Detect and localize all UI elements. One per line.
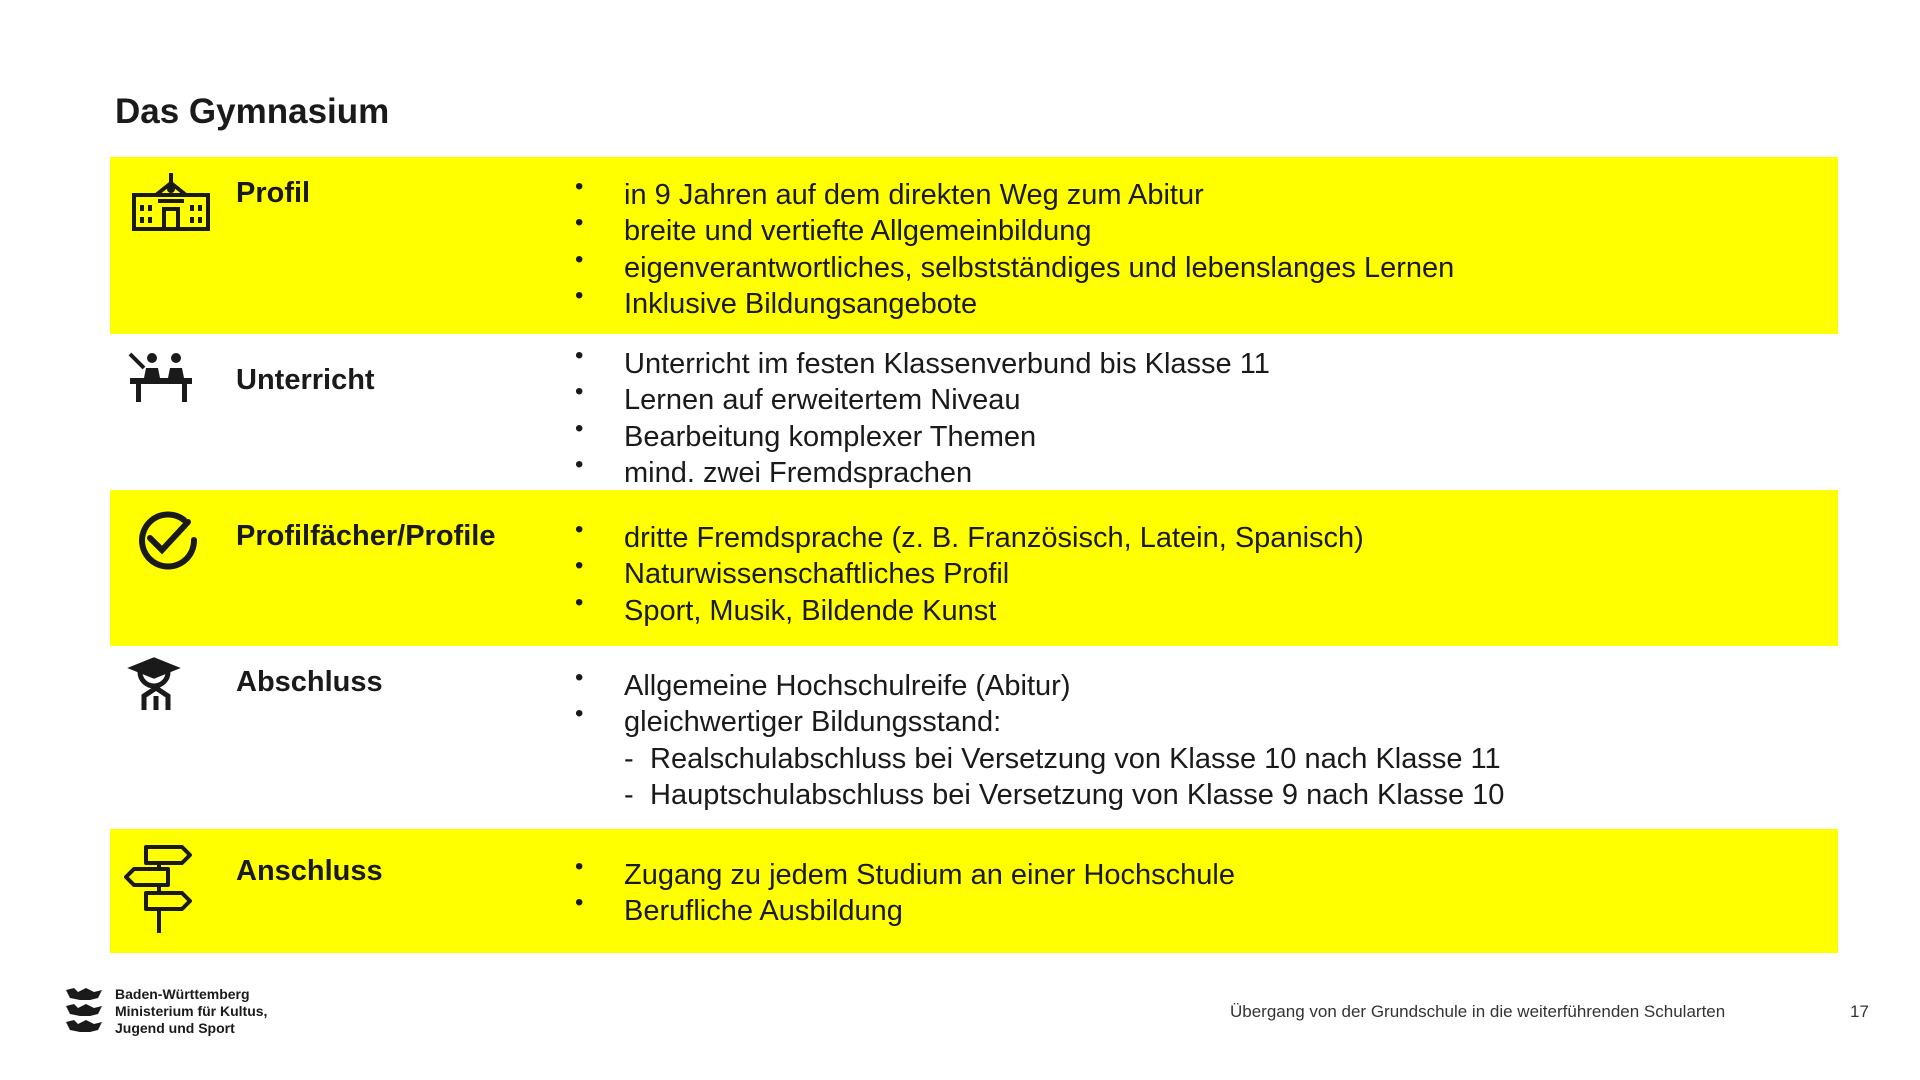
row-profil	[110, 157, 1838, 334]
sub-list-marker: -	[624, 779, 634, 812]
bullet-list-unterricht	[580, 346, 1270, 492]
list-item: • in 9 Jahren auf dem direkten Weg zum Abitur	[580, 177, 1454, 213]
list-item: • Berufliche Ausbildung	[580, 893, 1235, 929]
school-building-icon	[126, 165, 216, 255]
row-abschluss	[110, 646, 1838, 829]
row-profilfaecher	[110, 490, 1838, 646]
signpost-icon	[124, 841, 194, 937]
page-number: 17	[1850, 1002, 1869, 1021]
list-item: • dritte Fremdsprache (z. B. Französisch, Latein, Spanisch)	[580, 520, 1364, 556]
sub-list-text: Realschulabschluss bei Versetzung von Klasse 10 nach Klasse 11	[650, 742, 1501, 775]
ministry-line: Ministerium für Kultus,	[115, 1003, 268, 1019]
list-item: • Naturwissenschaftliches Profil	[580, 556, 1364, 592]
sub-list-marker: -	[624, 742, 634, 775]
list-item: • eigenverantwortliches, selbstständiges und lebenslanges Lernen	[580, 250, 1454, 286]
ministry-line: Jugend und Sport	[115, 1020, 235, 1036]
classroom-icon	[126, 342, 216, 432]
checkmark-circle-icon	[126, 500, 216, 590]
sub-list-text: Hauptschulabschluss bei Versetzung von Klasse 9 nach Klasse 10	[650, 779, 1505, 812]
footer-caption: Übergang von der Grundschule in die weiterführenden Schularten	[1230, 1002, 1726, 1021]
row-anschluss	[110, 829, 1838, 953]
list-item: • Allgemeine Hochschulreife (Abitur)	[580, 668, 1504, 704]
bullet-list-anschluss	[580, 857, 1235, 930]
list-item: • gleichwertiger Bildungsstand:	[580, 704, 1504, 740]
bullet-list-profil	[580, 177, 1454, 323]
row-label-profilfaecher: Profilfächer/Profile	[236, 520, 496, 552]
row-unterricht	[110, 334, 1838, 490]
sub-list-item	[580, 777, 1504, 813]
bullet-list-abschluss	[580, 668, 1504, 814]
graduate-icon	[126, 652, 216, 742]
row-label-anschluss: Anschluss	[236, 855, 383, 887]
row-label-profil: Profil	[236, 177, 311, 209]
list-item: • Unterricht im festen Klassenverbund bis Klasse 11	[580, 346, 1270, 382]
row-label-unterricht: Unterricht	[236, 364, 375, 396]
page-title: Das Gymnasium	[115, 92, 390, 131]
list-item: • breite und vertiefte Allgemeinbildung	[580, 213, 1454, 249]
coat-of-arms-icon	[64, 986, 104, 1036]
list-item: • Inklusive Bildungsangebote	[580, 286, 1454, 322]
ministry-line: Baden-Württemberg	[115, 986, 250, 1002]
bullet-list-profilfaecher	[580, 520, 1364, 629]
list-item: • Bearbeitung komplexer Themen	[580, 419, 1270, 455]
list-item: • Lernen auf erweitertem Niveau	[580, 382, 1270, 418]
list-item: • mind. zwei Fremdsprachen	[580, 455, 1270, 491]
sub-list-item	[580, 741, 1504, 777]
list-item: • Sport, Musik, Bildende Kunst	[580, 593, 1364, 629]
row-label-abschluss: Abschluss	[236, 666, 383, 698]
ministry-name	[115, 986, 267, 1037]
list-item: • Zugang zu jedem Studium an einer Hochschule	[580, 857, 1235, 893]
